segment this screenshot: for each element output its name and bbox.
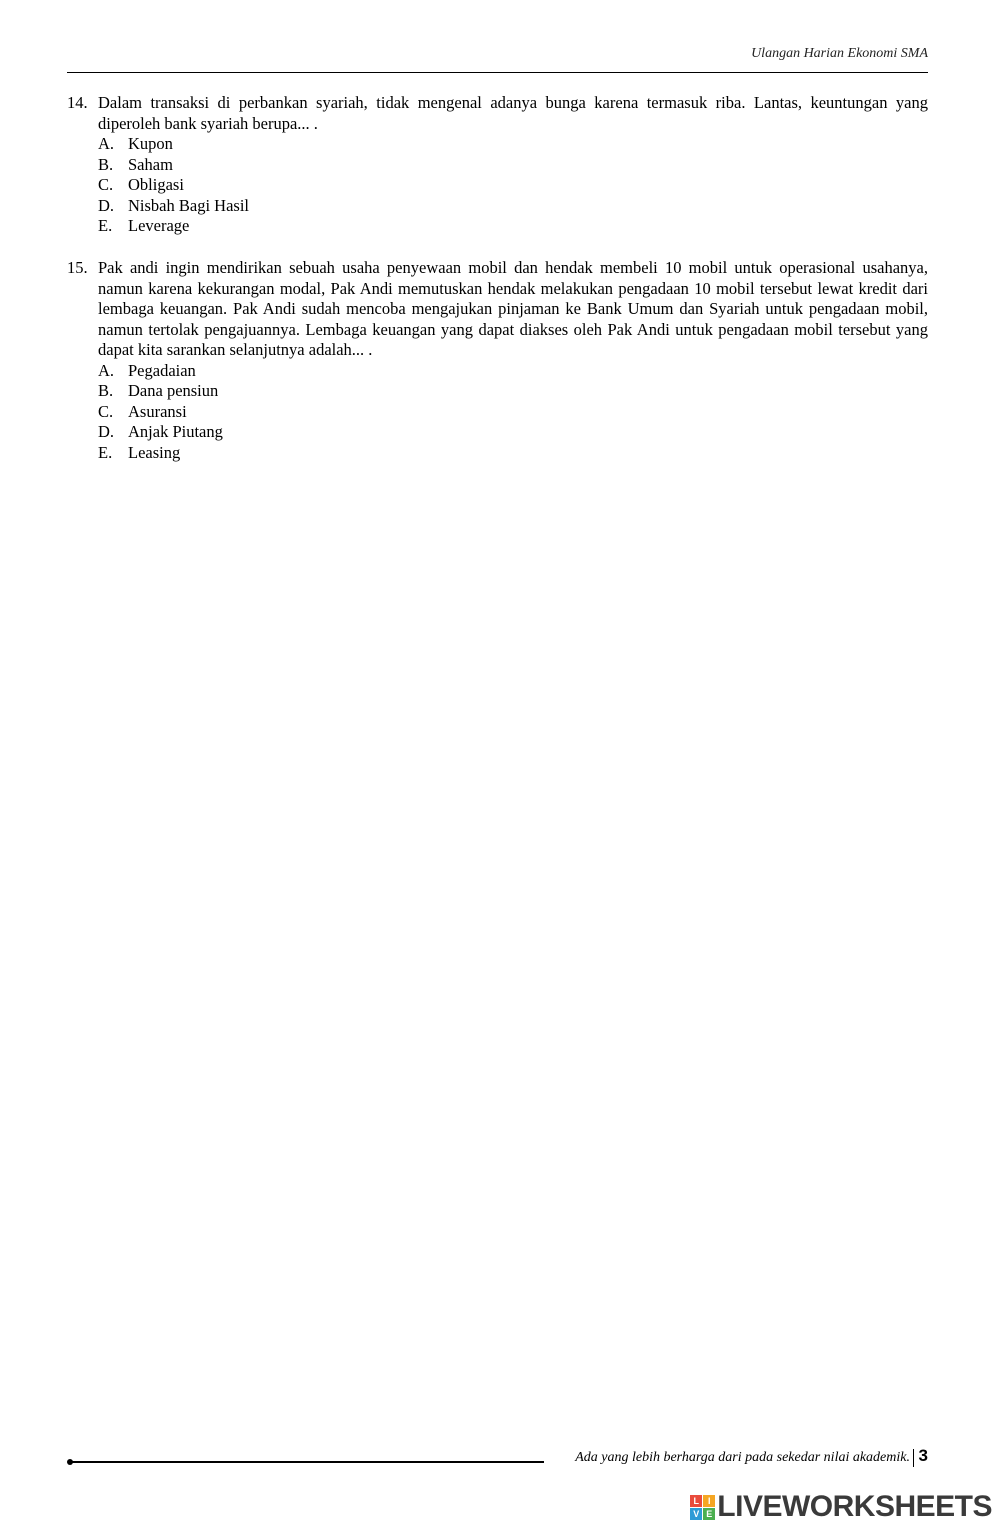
option-text: Saham (128, 154, 173, 174)
option-text: Kupon (128, 134, 173, 153)
option-letter: A. (98, 134, 115, 153)
option-b[interactable] (98, 381, 928, 402)
option-text: Dana pensiun (128, 381, 219, 400)
option-letter: D. (98, 195, 115, 215)
option-e[interactable] (98, 443, 928, 464)
option-d[interactable] (98, 422, 928, 443)
option-e[interactable] (98, 216, 928, 237)
option-letter: E. (98, 216, 113, 235)
logo-cell-e: E (703, 1508, 715, 1520)
option-letter: B. (98, 381, 114, 400)
option-letter: B. (98, 154, 114, 174)
logo-cell-l: L (690, 1495, 702, 1507)
liveworksheets-brand[interactable] (690, 1490, 992, 1524)
option-text: Nisbah Bagi Hasil (128, 195, 249, 215)
question-text: Dalam transaksi di perbankan syariah, tidak mengenal adanya bunga karena termasuk riba. Lantas, keuntungan yang diperoleh bank syariah berupa... . (98, 93, 928, 133)
header-title: Ulangan Harian Ekonomi SMA (751, 46, 928, 61)
question-14 (67, 93, 928, 237)
option-text: Obligasi (128, 175, 184, 194)
option-text: Anjak Piutang (128, 422, 223, 441)
brand-name: LIVEWORKSHEETS (717, 1490, 992, 1523)
option-letter: D. (98, 422, 115, 441)
logo-cell-v: V (690, 1508, 702, 1520)
option-letter: A. (98, 360, 115, 380)
option-c[interactable] (98, 175, 928, 196)
liveworksheets-logo-icon (690, 1495, 715, 1520)
question-number: 14. (67, 93, 88, 112)
question-text: Pak andi ingin mendirikan sebuah usaha penyewaan mobil dan hendak membeli 10 mobil untuk operasional usahanya, namun karena kekurangan modal, Pak Andi memutuskan hendak melakukan pengadaan 10 mobil tersebut lewat kredit dari lembaga keuangan. Pak Andi sudah mencoba mengajukan pinjaman ke Bank Umum dan Syariah untuk pengadaan mobil, namun tertolak pengajuannya. Lembaga keuangan yang dapat diakses oleh Pak Andi untuk pengadaan mobil tersebut yang dapat kita sarankan selanjutnya adalah... . (98, 258, 928, 359)
option-text: Leverage (128, 216, 190, 235)
page-number-divider (913, 1449, 914, 1467)
header-rule (67, 72, 928, 73)
option-list (67, 134, 928, 237)
option-letter: E. (98, 442, 113, 462)
footer-motto: Ada yang lebih berharga dari pada sekedar nilai akademik. (575, 1450, 910, 1465)
option-list (67, 361, 928, 464)
logo-cell-i: I (703, 1495, 715, 1507)
footer-rule (70, 1461, 544, 1463)
page-number: 3 (918, 1446, 928, 1465)
option-text: Asuransi (128, 401, 187, 421)
option-text: Pegadaian (128, 360, 196, 380)
option-a[interactable] (98, 361, 928, 382)
option-d[interactable] (98, 196, 928, 217)
option-c[interactable] (98, 402, 928, 423)
option-b[interactable] (98, 155, 928, 176)
question-number: 15. (67, 258, 88, 277)
option-a[interactable] (98, 134, 928, 155)
option-text: Leasing (128, 442, 181, 462)
option-letter: C. (98, 175, 114, 194)
option-letter: C. (98, 401, 114, 421)
question-15 (67, 258, 928, 463)
